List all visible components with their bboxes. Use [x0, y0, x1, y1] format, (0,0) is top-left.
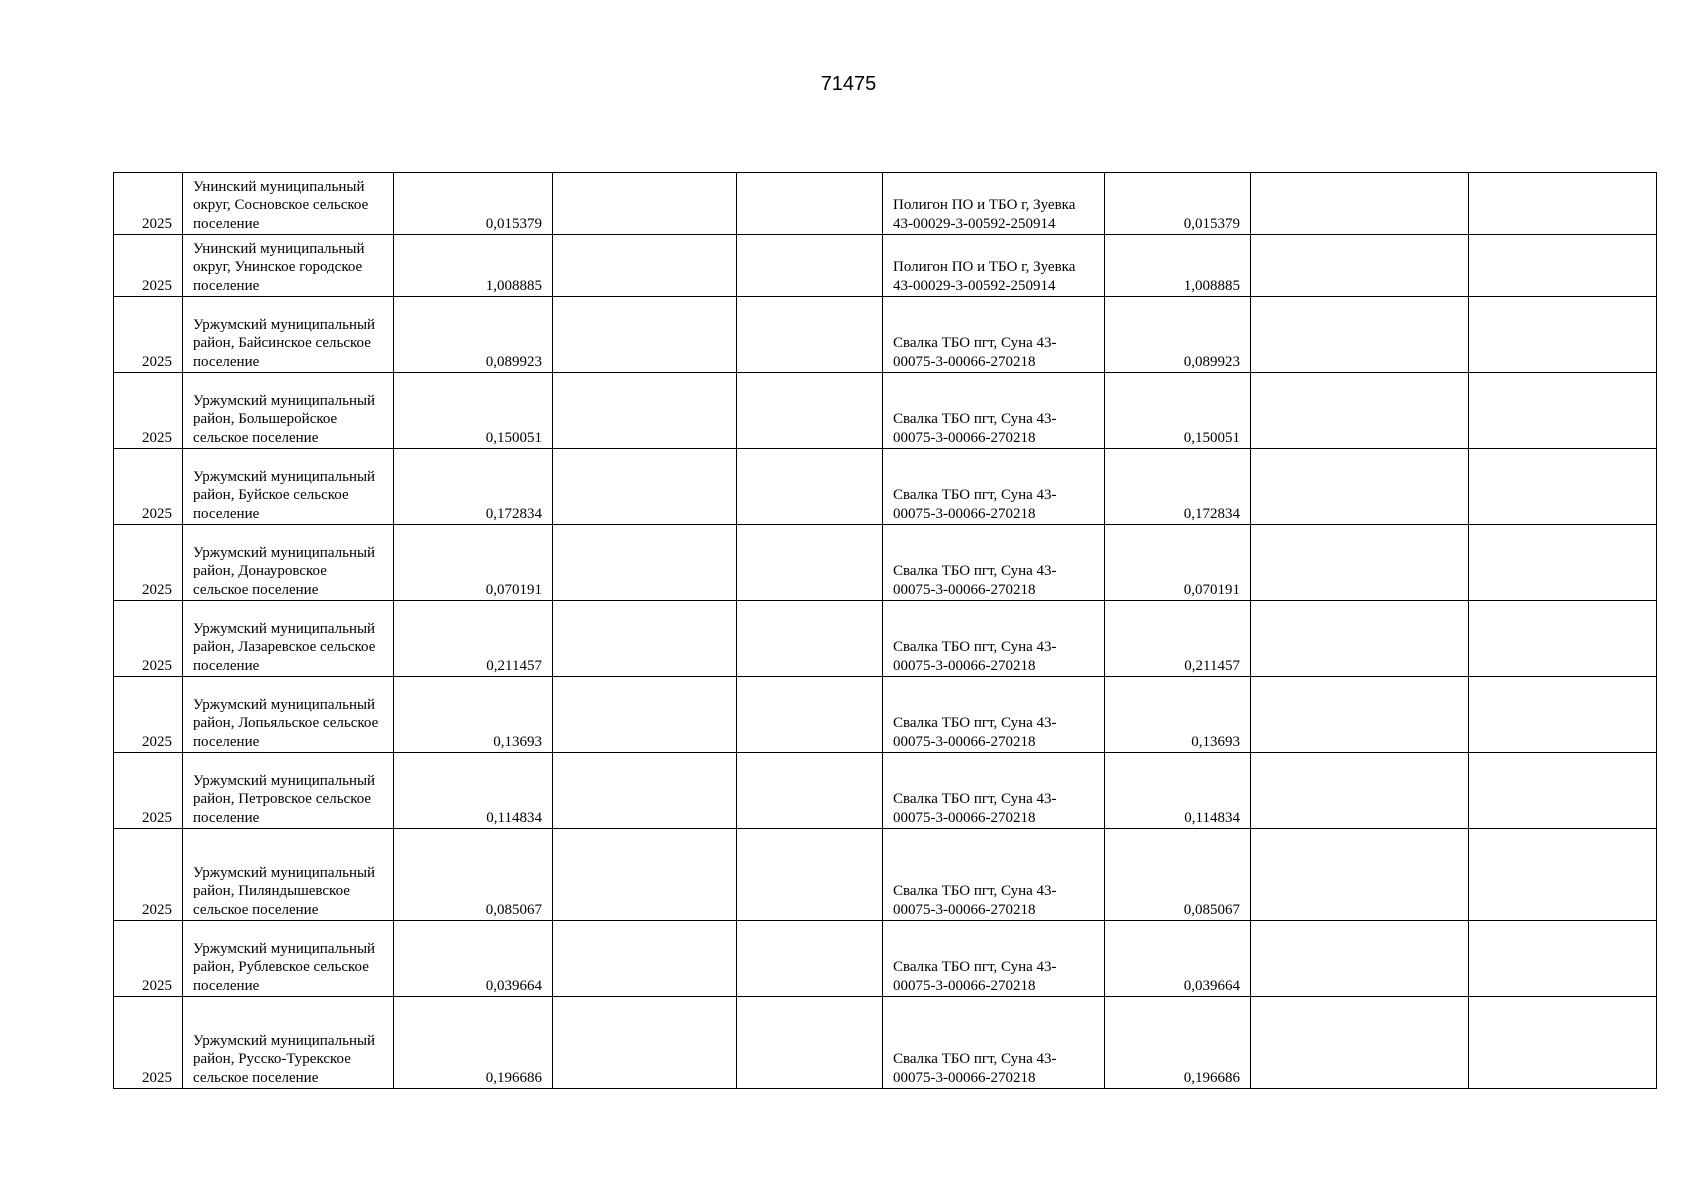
empty-cell [1469, 297, 1657, 373]
territory-cell: Унинский муниципальный округ, Сосновское сельское поселение [183, 173, 394, 235]
empty-cell [1251, 449, 1469, 525]
mass-cell: 0,039664 [394, 921, 553, 997]
facility-mass-cell: 0,114834 [1105, 753, 1251, 829]
mass-cell: 0,114834 [394, 753, 553, 829]
territory-cell: Уржумский муниципальный район, Большеройское сельское поселение [183, 373, 394, 449]
year-cell: 2025 [114, 921, 183, 997]
year-cell: 2025 [114, 373, 183, 449]
empty-cell [1469, 997, 1657, 1089]
facility-cell: Свалка ТБО пгт, Суна 43-00075-3-00066-270218 [883, 921, 1105, 997]
territory-cell: Уржумский муниципальный район, Лазаревское сельское поселение [183, 601, 394, 677]
empty-cell [1469, 173, 1657, 235]
year-cell: 2025 [114, 235, 183, 297]
mass-cell: 0,13693 [394, 677, 553, 753]
empty-cell [553, 921, 737, 997]
table-row [114, 753, 1657, 829]
empty-cell [553, 297, 737, 373]
empty-cell [737, 449, 883, 525]
table-row [114, 173, 1657, 235]
empty-cell [553, 829, 737, 921]
territory-cell: Уржумский муниципальный район, Лопьяльское сельское поселение [183, 677, 394, 753]
empty-cell [1469, 525, 1657, 601]
facility-mass-cell: 1,008885 [1105, 235, 1251, 297]
empty-cell [1251, 601, 1469, 677]
facility-cell: Свалка ТБО пгт, Суна 43-00075-3-00066-270218 [883, 677, 1105, 753]
facility-cell: Свалка ТБО пгт, Суна 43-00075-3-00066-270218 [883, 525, 1105, 601]
empty-cell [1469, 829, 1657, 921]
empty-cell [1251, 235, 1469, 297]
data-table [113, 172, 1657, 1089]
empty-cell [553, 601, 737, 677]
facility-cell: Свалка ТБО пгт, Суна 43-00075-3-00066-270218 [883, 297, 1105, 373]
empty-cell [1469, 677, 1657, 753]
table-body [114, 173, 1657, 1089]
mass-cell: 0,015379 [394, 173, 553, 235]
empty-cell [1251, 677, 1469, 753]
empty-cell [553, 373, 737, 449]
facility-mass-cell: 0,172834 [1105, 449, 1251, 525]
table-row [114, 677, 1657, 753]
empty-cell [1469, 921, 1657, 997]
empty-cell [737, 235, 883, 297]
empty-cell [553, 677, 737, 753]
empty-cell [553, 997, 737, 1089]
table-row [114, 997, 1657, 1089]
facility-cell: Свалка ТБО пгт, Суна 43-00075-3-00066-270218 [883, 449, 1105, 525]
facility-mass-cell: 0,150051 [1105, 373, 1251, 449]
facility-mass-cell: 0,039664 [1105, 921, 1251, 997]
empty-cell [737, 753, 883, 829]
empty-cell [553, 525, 737, 601]
facility-cell: Полигон ПО и ТБО г, Зуевка 43-00029-3-00592-250914 [883, 173, 1105, 235]
territory-cell: Уржумский муниципальный район, Рублевское сельское поселение [183, 921, 394, 997]
mass-cell: 1,008885 [394, 235, 553, 297]
table-row [114, 449, 1657, 525]
territory-cell: Уржумский муниципальный район, Донауровское сельское поселение [183, 525, 394, 601]
facility-mass-cell: 0,015379 [1105, 173, 1251, 235]
mass-cell: 0,085067 [394, 829, 553, 921]
empty-cell [737, 525, 883, 601]
facility-cell: Свалка ТБО пгт, Суна 43-00075-3-00066-270218 [883, 601, 1105, 677]
year-cell: 2025 [114, 601, 183, 677]
empty-cell [737, 373, 883, 449]
empty-cell [737, 601, 883, 677]
mass-cell: 0,150051 [394, 373, 553, 449]
empty-cell [1251, 753, 1469, 829]
year-cell: 2025 [114, 297, 183, 373]
empty-cell [1251, 525, 1469, 601]
table-row [114, 829, 1657, 921]
empty-cell [1251, 997, 1469, 1089]
mass-cell: 0,172834 [394, 449, 553, 525]
territory-cell: Уржумский муниципальный район, Пиляндышевское сельское поселение [183, 829, 394, 921]
facility-mass-cell: 0,089923 [1105, 297, 1251, 373]
empty-cell [1469, 449, 1657, 525]
empty-cell [1469, 235, 1657, 297]
empty-cell [1251, 297, 1469, 373]
facility-mass-cell: 0,085067 [1105, 829, 1251, 921]
empty-cell [1251, 373, 1469, 449]
year-cell: 2025 [114, 525, 183, 601]
territory-cell: Уржумский муниципальный район, Русско-Турекское сельское поселение [183, 997, 394, 1089]
empty-cell [1469, 373, 1657, 449]
table-row [114, 921, 1657, 997]
facility-cell: Свалка ТБО пгт, Суна 43-00075-3-00066-270218 [883, 753, 1105, 829]
year-cell: 2025 [114, 997, 183, 1089]
facility-mass-cell: 0,13693 [1105, 677, 1251, 753]
table-row [114, 297, 1657, 373]
empty-cell [553, 173, 737, 235]
year-cell: 2025 [114, 173, 183, 235]
empty-cell [737, 677, 883, 753]
mass-cell: 0,211457 [394, 601, 553, 677]
facility-mass-cell: 0,196686 [1105, 997, 1251, 1089]
empty-cell [1251, 921, 1469, 997]
empty-cell [1251, 829, 1469, 921]
facility-cell: Свалка ТБО пгт, Суна 43-00075-3-00066-270218 [883, 997, 1105, 1089]
empty-cell [737, 829, 883, 921]
empty-cell [1251, 173, 1469, 235]
empty-cell [1469, 753, 1657, 829]
empty-cell [553, 235, 737, 297]
page-number: 71475 [820, 73, 877, 95]
facility-cell: Свалка ТБО пгт, Суна 43-00075-3-00066-270218 [883, 373, 1105, 449]
empty-cell [737, 921, 883, 997]
empty-cell [737, 173, 883, 235]
table-row [114, 235, 1657, 297]
table-row [114, 525, 1657, 601]
table-row [114, 601, 1657, 677]
table-row [114, 373, 1657, 449]
facility-mass-cell: 0,211457 [1105, 601, 1251, 677]
empty-cell [553, 753, 737, 829]
empty-cell [737, 997, 883, 1089]
mass-cell: 0,089923 [394, 297, 553, 373]
mass-cell: 0,070191 [394, 525, 553, 601]
empty-cell [1469, 601, 1657, 677]
mass-cell: 0,196686 [394, 997, 553, 1089]
territory-cell: Уржумский муниципальный район, Петровское сельское поселение [183, 753, 394, 829]
year-cell: 2025 [114, 829, 183, 921]
year-cell: 2025 [114, 753, 183, 829]
territory-cell: Уржумский муниципальный район, Байсинское сельское поселение [183, 297, 394, 373]
facility-cell: Полигон ПО и ТБО г, Зуевка 43-00029-3-00592-250914 [883, 235, 1105, 297]
year-cell: 2025 [114, 449, 183, 525]
empty-cell [553, 449, 737, 525]
empty-cell [737, 297, 883, 373]
territory-cell: Унинский муниципальный округ, Унинское городское поселение [183, 235, 394, 297]
facility-mass-cell: 0,070191 [1105, 525, 1251, 601]
territory-cell: Уржумский муниципальный район, Буйское сельское поселение [183, 449, 394, 525]
year-cell: 2025 [114, 677, 183, 753]
facility-cell: Свалка ТБО пгт, Суна 43-00075-3-00066-270218 [883, 829, 1105, 921]
